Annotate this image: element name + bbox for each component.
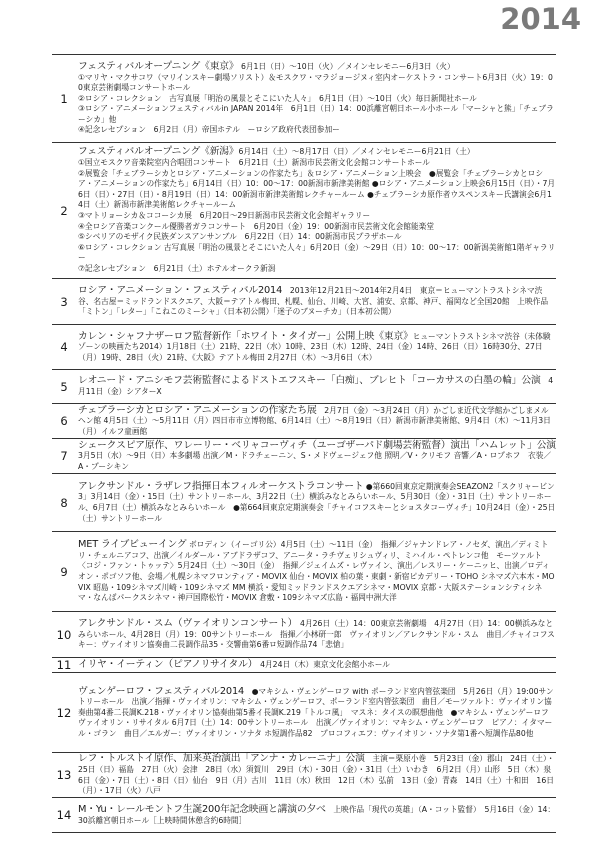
event-summary: 4月26日（土）14：00東京芸術劇場 4月27日（日）14：00横浜みなとみらいホール、4月28日（月）19：00サントリーホール 指揮／小林研一郎 ヴァイオリン／アレクサンドル・スム 曲目／チャイコフスキー：ヴァイオリン協奏曲二長調作品35・交響曲第6番ロ短調作品74「悲愴」 [78, 619, 555, 650]
event-sub-item: ②展覧会「チェブラーシカとロシア・アニメーションの作家たち」＆ロシア・アニメーション上映会 ●展覧会「チェブラーシカとロシア・アニメーションの作家たち」6月14日（日）10：00〜17：00新潟市新津美術館 ●ロシア・アニメーション上映会6月15日（日）・7月6日（日）・27日（日）・8月19日（日）14：00新潟市新津美術館レクチャールーム ●チェブラーシカ原作者ウスペンスキー氏講演会6月14日（土）新潟市新津美術館レクチャールーム [78, 168, 556, 210]
event-row [52, 325, 556, 370]
event-number: 14 [52, 798, 76, 833]
event-summary: 上映作品「現代の英雄」（A・コット監督） 5月16日（金）14：30浜離宮朝日ホール［上映時間休憩含約6時間］ [78, 804, 556, 825]
event-details [76, 474, 556, 532]
event-title: チェブラーシカとロシア・アニメーションの作家たち展 [78, 404, 317, 416]
event-sub-item: ①マリヤ・マクサコワ（マリインスキー劇場ソリスト）＆モスクワ・マラジョージヌィ室内オーケストラ・コンサート6月3日（火）19：00東京芸術劇場コンサートホール [78, 72, 553, 93]
event-details [76, 279, 556, 325]
event-sub-item: ⑦記念レセプション 6月21日（土）ホテルオークラ新潟 [78, 263, 276, 273]
event-title: レフ・トルストイ原作、加来英治演出「アンナ・カレーニナ」公演 [78, 753, 365, 765]
year-heading: 2014 [500, 2, 581, 36]
event-number: 1 [52, 55, 76, 143]
event-row [52, 753, 556, 798]
event-title: M・Yu・レールモントフ生誕200年記念映画と講演の夕べ [78, 803, 326, 815]
event-row [52, 55, 556, 143]
event-summary: ●第660回東京定期演奏会SEAZON2「スクリャービン3」3月14日（金）・15日（土）サントリーホール、3月22日（土）横浜みなとみらいホール、5月30日（金）・31日（土）サントリーホール、6月7日（土）横浜みなとみらいホール ●第664回東京定期演奏会「チャイコフスキーとショスタコーヴィチ」10月24日（金）・25日（土）サントリーホール [78, 481, 556, 523]
event-details [76, 404, 556, 439]
event-details [76, 612, 556, 658]
event-row [52, 798, 556, 833]
event-summary: 6月14日（土）〜8月17日（日）／メインセレモニー6月21日（土） [238, 147, 475, 157]
event-summary: ボロディン（イーゴリ公）4月5日（土）〜11日（金） 指揮／ジャナンドレア・ノセダ、演出／ディミトリ・チェルニアコフ、出演／イルダール・アブドラザコフ、アニータ・ラチヴェリシュヴィリ、ミハイル・ペトレンコ他 モーツァルト〈コジ・ファン・トゥッテ〉5月24日（土）〜30日（金） 指揮／ジェイムズ・レヴァイン、演出／レスリー・ケーニッヒ、出演／ロディオン・ポゴソフ他、会場／札幌シネマフロンティア・MOVIX 仙台・MOVIX 柏の葉・東劇・新宿ピカデリー・TOHO シネマズ六本木・MOVIX 昭島・109シネマズ川崎・109シネマズ MM 横浜・愛知ミッドランドスクエアシネマ・MOVIX 京都・大阪ステーションシティシネマ・なんばパークスシネマ・神戸国際松竹・MOVIX 倉敷・109シネマズ広島・福岡中洲大洋 [78, 540, 555, 603]
event-details [76, 673, 556, 753]
event-details [76, 55, 556, 143]
event-title: シェークスピア原作、ワレーリー・ベリャコーヴィチ（ユーゴザーパド劇場芸術監督）演出「ハムレット」公演 [78, 439, 556, 451]
event-details [76, 370, 556, 404]
event-summary: 2月7日（金）〜3月24日（月）かごしま近代文学館かごしまメルヘン館 4月5日（土）〜5月11日（月）四日市市立博物館、6月14日（土）〜8月19日（日）新潟市新津美術館、9月4日（木）〜11月3日（月）イルフ童画館 [78, 405, 551, 436]
event-summary: 4月24日（木）東京文化会館小ホール [252, 660, 390, 670]
event-title: カレン・シャフナザーロフ監督新作「ホワイト・タイガー」公開上映《東京》 [78, 330, 413, 342]
event-row [52, 612, 556, 658]
event-title: イリヤ・イーティン（ピアノリサイタル） [78, 659, 253, 671]
event-title: フェスティバルオープニング《東京》 [78, 60, 239, 72]
event-row [52, 143, 556, 279]
event-summary: 2013年12月21日〜2014年2月4日 東京＝ヒューマントラストシネマ渋谷、名古屋＝ミッドランドスクエア、大阪＝テアトル梅田、札幌、仙台、川崎、大宮、浦安、京都、神戸、福岡など全国20館 上映作品「ミトン」「レター」「こねこのミーシャ」（日本初公開）「迷子のブヌーチカ」（日本初公開） [78, 286, 549, 317]
event-number: 6 [52, 404, 76, 439]
event-title: レオニード・アニシモフ芸術監督によるドストエフスキー「白痴」、ブレヒト「コーカサスの白墨の輪」公演 [78, 375, 541, 387]
event-number: 11 [52, 658, 76, 673]
event-details [76, 439, 564, 474]
event-title: MET ライブビューイング [78, 539, 187, 551]
event-number: 13 [52, 753, 76, 798]
event-sub-item: ③ロシア・アニメーションフェスティバルin JAPAN 2014年 6月1日（日）14：00浜離宮朝日ホール小ホール「マーシャと熊」「チェブラーシカ」他 [78, 104, 554, 124]
event-row [52, 279, 556, 325]
event-sub-item: ⑥ロシア・コレクション 古写真展「明治の風景とそこにいた人々」6月20日（金）〜29日（日）10：00〜17：00新潟美術館1階ギャラリー [78, 242, 556, 263]
event-number: 10 [52, 612, 76, 658]
event-title: ヴェンゲーロフ・フェスティバル2014 [78, 685, 245, 697]
event-summary: 3月5日（水）〜9日（日）本多劇場 出演／M・ドラチェーニン、S・メドヴェージェフ他 照明／V・クリモフ 音響／A・ロプホフ 衣装／A・プーシキン [78, 440, 564, 471]
event-number: 12 [52, 673, 76, 753]
event-row [52, 474, 556, 532]
event-number: 5 [52, 370, 76, 404]
event-details [76, 532, 556, 612]
event-row [52, 439, 556, 474]
event-row [52, 532, 556, 612]
event-title: フェスティバルオープニング《新潟》 [78, 146, 239, 158]
event-summary: 6月1日（日）〜10日（火）／メインセレモニー6月3日（火） [238, 61, 455, 71]
event-row [52, 658, 556, 673]
event-summary: ヒューマントラストシネマ渋谷（未体験ゾーンの映画たち2014）1月18日（土）21時、22日（水）10時、23日（木）12時、24日（金）14時、26日（日）16時30分、27日（月）19時、28日（火）21時、《大阪》テアトル梅田 2月27日（木）〜3月6日（木） [78, 331, 551, 362]
event-details [76, 143, 556, 279]
event-title: ロシア・アニメーション・フェスティバル2014 [78, 285, 283, 297]
event-details [76, 325, 556, 370]
event-sub-item: ④全ロシア音楽コンクール優勝者ガラコンサート 6月20日（金）19：00新潟市民芸術文化会館能楽堂 [78, 221, 435, 231]
event-number: 2 [52, 143, 76, 279]
event-number: 9 [52, 532, 76, 612]
event-sub-item: ②ロシア・コレクション 古写真展「明治の風景とそこにいた人々」 6月1日（日）〜10日（火）毎日新聞社ホール [78, 93, 477, 103]
event-row [52, 673, 556, 753]
event-details [76, 753, 559, 798]
event-number: 8 [52, 474, 76, 532]
event-row [52, 404, 556, 439]
event-number: 7 [52, 439, 76, 474]
event-row [52, 370, 556, 404]
event-details [76, 798, 556, 833]
event-sub-item: ①国立モスクワ音楽院室内合唱団コンサート 6月21日（土）新潟市民芸術文化会館コンサートホール [78, 158, 430, 168]
event-sub-item: ③マトリョーシカ＆ココーシカ展 6月20日〜29日新潟市民芸術文化会館ギャラリー [78, 211, 371, 220]
event-details [76, 658, 556, 673]
event-summary: 4月11日（金）シアターX [78, 376, 554, 396]
event-summary: 主演＝栗原小巻 5月23日（金）郡山 24日（土）・25日（日）福島 27日（火）会津 28日（水）須賀川 29日（木）・30日（金）・31日（土）いわき 6月2日（月）山形 5日（木）泉 6日（金）・7日（土）・8日（日）仙台 9日（月）古川 11日（水）秋田 12日（木）弘前 13日（金）青森 14日（土）十和田 16日（月）・17日（火）八戸 [78, 754, 559, 796]
event-title: アレクサンドル・スム（ヴァイオリンコンサート） [78, 618, 293, 630]
event-sub-item: ⑤シベリアのモザイク民族ダンスアンサンブル 6月22日（日）14：00新潟市民プラザホール [78, 232, 402, 242]
event-title: アレクサンドル・ラザレフ指揮日本フィルオーケストラコンサート [78, 480, 364, 492]
event-summary: ●マキシム・ヴェンゲーロフ with ポーランド室内管弦楽団 5月26日（月）19:00サントリーホール 出演／指揮・ヴァイオリン：マキシム・ヴェンゲーロフ、ポーランド室内管弦楽団 曲目／モーツァルト：ヴァイオリン協奏曲第4番二長調K.218・ヴァイオリン協奏曲第5番イ長調K.219「トルコ風」 マスネ：タイスの瞑想曲他 ●マキシム・ヴェンゲーロフ ヴァイオリン・リサイタル 6月7日（土）14：00サントリーホール 出演／ヴァイオリン：マキシム・ヴェンゲーロフ ピアノ：イタマール・ゴラン 曲目／エルガー：ヴァイオリン・ソナタ ホ短調作品82 プロコフィエフ：ヴァイオリン・ソナタ第1番ヘ短調作品80他 [78, 686, 557, 738]
event-sub-item: ④記念レセプション 6月2日（月）帝国ホテル ーロシア政府代表団参加ー [78, 125, 340, 135]
event-number: 4 [52, 325, 76, 370]
event-list [52, 54, 564, 833]
event-number: 3 [52, 279, 76, 325]
